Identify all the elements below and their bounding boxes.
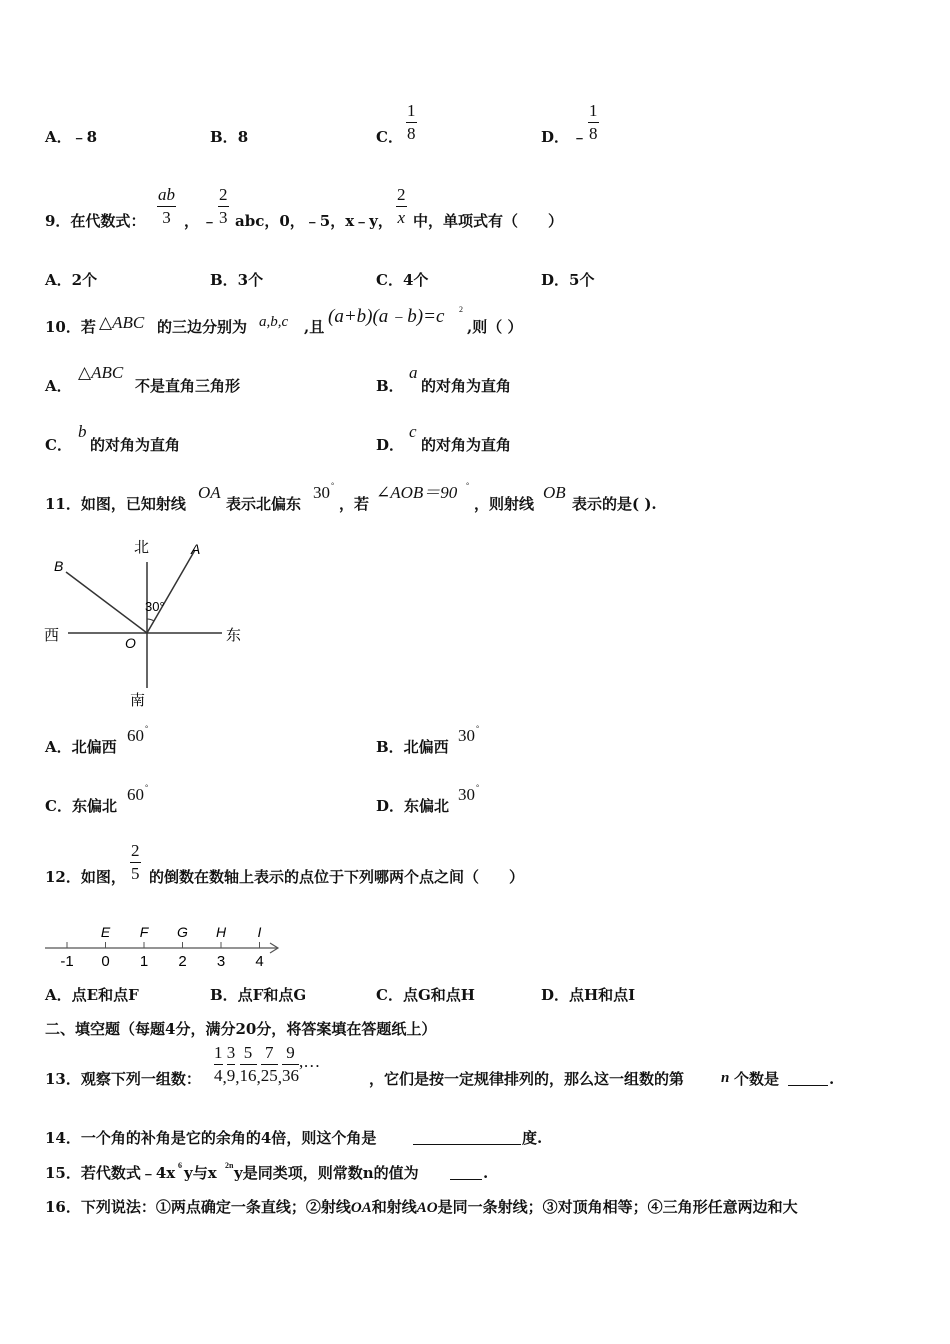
q15-prefix: 15．若代数式﹣4x	[45, 1164, 176, 1182]
q9-option-d: D．5个	[541, 271, 595, 289]
q8-d-den: 8	[589, 124, 598, 143]
axis-point-label: I	[257, 924, 262, 940]
q14-text: 14．一个角的补角是它的余角的4倍，则这个角是	[45, 1129, 377, 1147]
axis-tick-label: -1	[60, 953, 74, 970]
q15-end: .	[483, 1164, 489, 1182]
q11-angle1-degree: °	[331, 481, 335, 490]
q16-suffix: 是同一条射线；③对顶角相等；④三角形任意两边和大	[437, 1198, 798, 1216]
q9-sep1: ，	[184, 212, 200, 230]
q12-f-num: 2	[131, 841, 140, 860]
q14-answer-blank[interactable]	[413, 1129, 521, 1145]
q13-comma: ,	[277, 1068, 282, 1087]
q13-fraction-den: 36	[282, 1066, 299, 1085]
q12-number-line	[40, 918, 290, 976]
q11-suffix: 表示的是( ).	[572, 495, 657, 513]
q15-answer-blank[interactable]	[450, 1164, 482, 1180]
q13-suffix-b: 个数是	[734, 1070, 780, 1088]
point-b-label: B	[54, 558, 64, 574]
east-label: 东	[226, 627, 242, 644]
q10-d-var: c	[409, 422, 417, 441]
q10-c-var: b	[78, 422, 87, 441]
q13-ellipsis: ,…	[299, 1052, 321, 1071]
q8-option-b	[210, 128, 248, 146]
q8-d-sign: ﹣	[572, 128, 588, 146]
axis-tick-label: 3	[216, 953, 226, 970]
q10-equation-sup: 2	[459, 305, 463, 314]
q11-direction-figure	[40, 530, 260, 712]
q13-fraction-den: 25	[260, 1066, 278, 1085]
q13-end: .	[829, 1070, 835, 1088]
q10-b-text: 的对角为直角	[421, 377, 512, 395]
q15-sup1: 6	[178, 1161, 182, 1170]
q10-triangle: △ABC	[99, 313, 145, 332]
q13-fraction-den: 9	[226, 1066, 236, 1085]
q11-b-label: B．北偏西	[376, 738, 449, 756]
axis-point-label: F	[139, 924, 149, 940]
q10-sides: a,b,c	[259, 314, 289, 330]
q11-mid3: ，则射线	[474, 495, 535, 513]
axis-point-label: E	[100, 924, 111, 940]
q12-f-den: 5	[131, 864, 140, 883]
q11-oa: OA	[198, 483, 221, 502]
q9-f3-den: x	[397, 208, 406, 227]
west-label: 西	[44, 627, 60, 644]
q11-d-label: D．东偏北	[376, 797, 450, 815]
q11-a-val: 60	[127, 726, 144, 745]
angle-arc	[147, 619, 154, 621]
axis-tick-label: 1	[139, 953, 149, 970]
q13-comma: ,	[256, 1068, 261, 1087]
q10-suffix: ,则（ ）	[467, 318, 523, 336]
q13-fraction-den: 16	[239, 1066, 257, 1085]
q11-d-val: 30	[458, 785, 475, 804]
axis-tick-label: 2	[178, 953, 187, 970]
q16-ao: AO	[416, 1200, 438, 1216]
q9-prefix: 9．在代数式：	[45, 212, 146, 230]
q11-b-degree: °	[476, 724, 480, 733]
q11-prefix: 11．如图，已知射线	[45, 495, 186, 513]
q9-fraction-1	[157, 186, 176, 227]
q8-d-fraction	[588, 102, 599, 143]
q11-angle1: 30	[313, 483, 330, 502]
q9-minus: ﹣	[202, 212, 218, 230]
q13-fraction	[240, 1044, 257, 1085]
q8-b-label: B．	[210, 128, 238, 146]
q16-text	[45, 1198, 798, 1217]
q13-sequence	[214, 1044, 320, 1088]
q9-f3-num: 2	[397, 185, 406, 204]
south-label: 南	[130, 692, 146, 709]
q13-prefix: 13．观察下列一组数：	[45, 1070, 201, 1088]
q15-sup2: 2n	[225, 1161, 234, 1170]
point-o-label: O	[125, 635, 136, 651]
q13-fraction	[282, 1044, 299, 1085]
q11-d-degree: °	[476, 783, 480, 792]
q13-suffix-a: ，它们是按一定规律排列的，那么这一组数的第	[369, 1070, 685, 1088]
axis-tick-label: 0	[101, 953, 110, 970]
q10-d-label: D．	[376, 436, 405, 454]
q9-option-a: A．2个	[45, 271, 98, 289]
q11-mid2: ，若	[339, 495, 370, 513]
q11-c-val: 60	[127, 785, 144, 804]
q8-c-label: C．	[376, 128, 403, 146]
q8-option-a	[45, 128, 97, 146]
q10-b-label: B．	[376, 377, 404, 395]
q12-prefix: 12．如图，	[45, 868, 126, 886]
q9-mid: abc，0，﹣5，x﹣y，	[235, 212, 393, 230]
axis-tick-label: 4	[255, 953, 264, 970]
q16-mid1: 和射线	[371, 1198, 417, 1216]
q13-n: n	[721, 1070, 730, 1086]
q8-d-label: D．	[541, 128, 570, 146]
q8-a-label: A．	[45, 128, 72, 146]
q13-fraction-den: 4	[214, 1066, 223, 1085]
q15-mid1: y与x	[184, 1164, 217, 1182]
q11-aob: ∠AOB＝90	[376, 483, 458, 502]
q9-f2-num: 2	[219, 185, 228, 204]
q13-answer-blank[interactable]	[788, 1070, 828, 1086]
q8-b-text: 8	[237, 128, 249, 146]
q10-and: ,且	[304, 318, 325, 336]
q10-b-var: a	[409, 363, 418, 382]
q9-f1-den: 3	[162, 208, 171, 227]
q10-a-label: A．	[45, 377, 72, 395]
q14-end: 度.	[522, 1129, 543, 1147]
q9-option-c: C．4个	[376, 271, 429, 289]
section-2-title: 二、填空题（每题4分，满分20分，将答案填在答题纸上）	[45, 1020, 437, 1038]
q11-c-degree: °	[145, 783, 149, 792]
q13-fraction	[261, 1044, 278, 1085]
angle-30-label: 30°	[145, 599, 165, 614]
q13-fraction	[214, 1044, 223, 1085]
q10-equation: (a+b)(a﹣b)=c	[328, 306, 445, 327]
q10-a-triangle: △ABC	[78, 363, 124, 382]
q12-option-c: C．点G和点H	[376, 986, 475, 1004]
q12-fraction	[130, 842, 141, 883]
axis-point-label: G	[177, 924, 188, 940]
q10-c-label: C．	[45, 436, 72, 454]
point-a-label: A	[191, 541, 201, 557]
q13-fraction-num: 7	[265, 1043, 274, 1062]
q8-d-num: 1	[589, 101, 598, 120]
q13-fraction-num: 5	[243, 1043, 253, 1062]
q11-b-val: 30	[458, 726, 475, 745]
q13-fraction-num: 1	[214, 1043, 223, 1062]
q8-c-den: 8	[407, 124, 416, 143]
q9-fraction-2	[218, 186, 229, 227]
q13-fraction-num: 9	[286, 1043, 295, 1062]
q9-suffix: 中，单项式有（ ）	[413, 212, 564, 230]
q9-option-b: B．3个	[210, 271, 264, 289]
q10-prefix: 10．若	[45, 318, 96, 336]
axis-point-label: H	[215, 924, 227, 940]
q12-suffix: 的倒数在数轴上表示的点位于下列哪两个点之间（ ）	[149, 868, 525, 886]
q8-c-fraction	[406, 102, 417, 143]
q9-fraction-3	[396, 186, 407, 227]
q16-prefix: 16．下列说法：①两点确定一条直线；②射线	[45, 1198, 351, 1216]
q13-fraction-num: 3	[226, 1043, 236, 1062]
q10-d-text: 的对角为直角	[421, 436, 512, 454]
q16-oa: OA	[350, 1200, 372, 1216]
q11-ob: OB	[543, 483, 566, 502]
q11-c-label: C．东偏北	[45, 797, 117, 815]
q11-a-label: A．北偏西	[45, 738, 117, 756]
q15-mid2: y是同类项，则常数n的值为	[234, 1164, 419, 1182]
q10-mid: 的三边分别为	[157, 318, 248, 336]
ray-ob	[66, 572, 147, 633]
q13-comma: ,	[235, 1068, 240, 1087]
q12-option-b: B．点F和点G	[210, 986, 307, 1004]
q11-aob-degree: °	[466, 481, 470, 490]
north-label: 北	[134, 539, 150, 556]
q8-c-num: 1	[407, 101, 416, 120]
q11-mid1: 表示北偏东	[226, 495, 302, 513]
q12-option-d: D．点H和点I	[541, 986, 636, 1004]
q9-f1-num: ab	[158, 185, 175, 204]
q10-c-text: 的对角为直角	[90, 436, 181, 454]
q10-a-text: 不是直角三角形	[135, 377, 241, 395]
q8-a-text: ﹣8	[71, 128, 98, 146]
q12-option-a: A．点E和点F	[45, 986, 139, 1004]
q13-fraction	[227, 1044, 236, 1085]
q13-comma: ,	[222, 1068, 227, 1087]
q11-a-degree: °	[145, 724, 149, 733]
q9-f2-den: 3	[219, 208, 228, 227]
